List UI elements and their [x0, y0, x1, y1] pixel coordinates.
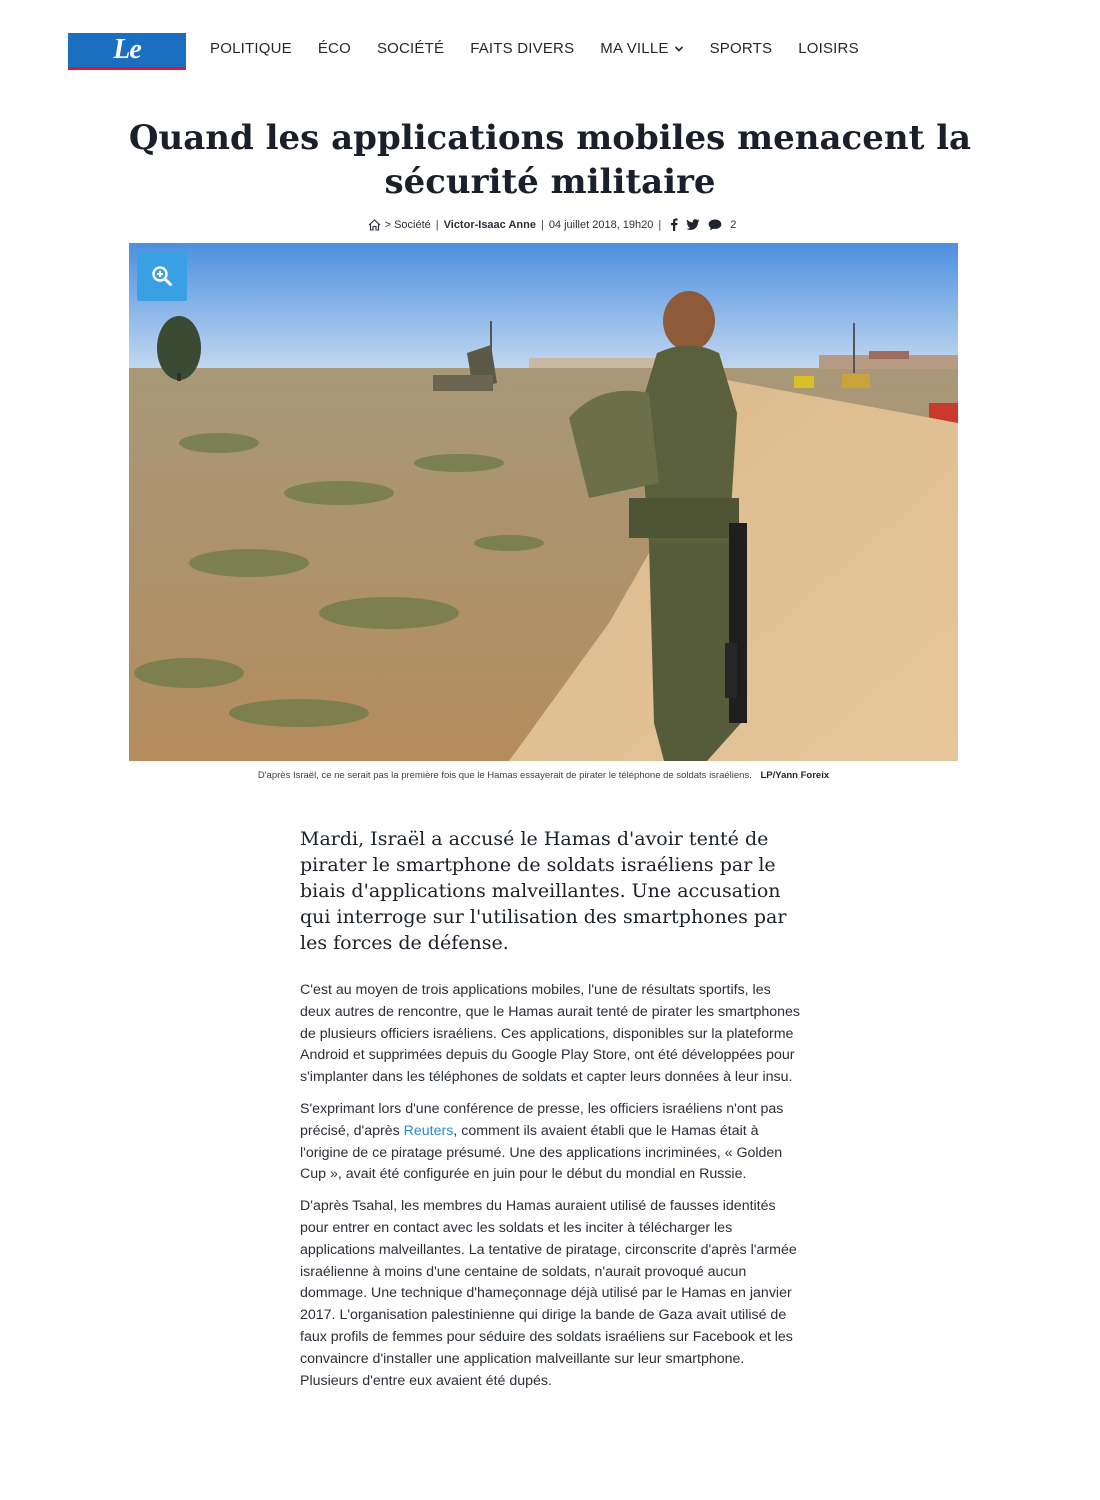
nav-item-societe[interactable]: SOCIÉTÉ — [376, 40, 445, 57]
article-paragraph: C'est au moyen de trois applications mobiles, l'une de résultats sportifs, les deux autres de rencontre, que le Hamas aurait tenté de pirater les smartphones de plusieurs officiers israéliens. Ces applications, disponibles sur la plateforme Android et supprimées depuis du Google Play Store, ont été développées pour s'implanter dans les téléphones de soldats et capter leurs données à leur insu. — [300, 982, 800, 1086]
article-paragraph — [300, 1099, 800, 1186]
facebook-icon[interactable] — [670, 218, 678, 231]
zoom-in-button[interactable] — [137, 251, 187, 301]
main-nav — [210, 40, 885, 57]
article-hero-image[interactable] — [129, 243, 958, 761]
comment-icon[interactable] — [708, 219, 722, 231]
meta-separator: | — [658, 218, 662, 231]
article-author[interactable]: Victor-Isaac Anne — [443, 218, 536, 231]
article-body — [300, 980, 800, 1402]
article-lede: Mardi, Israël a accusé le Hamas d'avoir tenté de pirater le smartphone de soldats israéliens par le biais d'applications malveillantes. Une accusation qui interroge sur l'utilisation des smartphones par les forces de défense. — [300, 828, 787, 954]
paragraph-text: , comment ils avaient établi que le Hamas était à l'origine de ce piratage présumé. Une des applications incriminées, « Golden Cup », avait été configurée en juin pour le début du mondial en Russie. — [300, 1122, 783, 1183]
image-caption-text: D'après Israël, ce ne serait pas la première fois que le Hamas essayerait de pirater le téléphone de soldats israéliens. — [257, 770, 752, 781]
nav-item-sports[interactable]: SPORTS — [709, 40, 773, 57]
article-date: 04 juillet 2018, 19h20 — [548, 218, 654, 231]
nav-item-ma-ville[interactable] — [600, 40, 683, 57]
article-meta — [0, 218, 1100, 231]
site-logo[interactable]: Le Parisien — [68, 33, 186, 70]
nav-item-faits-divers[interactable]: FAITS DIVERS — [470, 40, 575, 57]
nav-item-loisirs[interactable]: LOISIRS — [798, 40, 859, 57]
article-title-line-1: Quand les applications mobiles menacent la — [128, 118, 972, 158]
home-icon[interactable] — [368, 219, 381, 231]
article-title — [110, 116, 990, 204]
meta-separator: | — [540, 218, 544, 231]
nav-item-politique[interactable]: POLITIQUE — [210, 40, 292, 57]
article-title-line-2: sécurité militaire — [384, 162, 716, 202]
zoom-in-icon — [151, 265, 173, 287]
twitter-icon[interactable] — [686, 219, 700, 231]
image-credit: LP/Yann Foreix — [760, 770, 830, 781]
nav-item-ma-ville-label: MA VILLE — [600, 40, 669, 57]
nav-item-eco[interactable]: ÉCO — [317, 40, 351, 57]
article-paragraph: D'après Tsahal, les membres du Hamas auraient utilisé de fausses identités pour entrer en contact avec les soldats et les inciter à télécharger les applications malveillantes. La tentative de piratage, circonscrite d'après l'armée israélienne à moins d'une centaine de soldats, n'aurait provoqué aucun dommage. Une technique d'hameçonnage déjà utilisé par le Hamas en janvier 2017. L'organisation palestinienne qui dirige la bande de Gaza avait utilisé de faux profils de femmes pour séduire des soldats israéliens sur Facebook et les convaincre d'installer une application malveillante sur leur smartphone. Plusieurs d'entre eux avaient été dupés. — [300, 1198, 797, 1389]
comment-count[interactable]: 2 — [730, 218, 737, 231]
meta-separator: | — [435, 218, 439, 231]
site-header — [0, 0, 1100, 100]
image-caption — [129, 770, 958, 781]
paragraph-text: S'exprimant lors d'une conférence de presse, les officiers israéliens n'ont pas précisé, d'après — [300, 1100, 784, 1139]
soldier-field-photo — [129, 243, 958, 761]
breadcrumb-section[interactable]: > Société — [384, 218, 431, 231]
reuters-link[interactable]: Reuters — [403, 1122, 454, 1139]
chevron-down-icon — [674, 44, 684, 54]
